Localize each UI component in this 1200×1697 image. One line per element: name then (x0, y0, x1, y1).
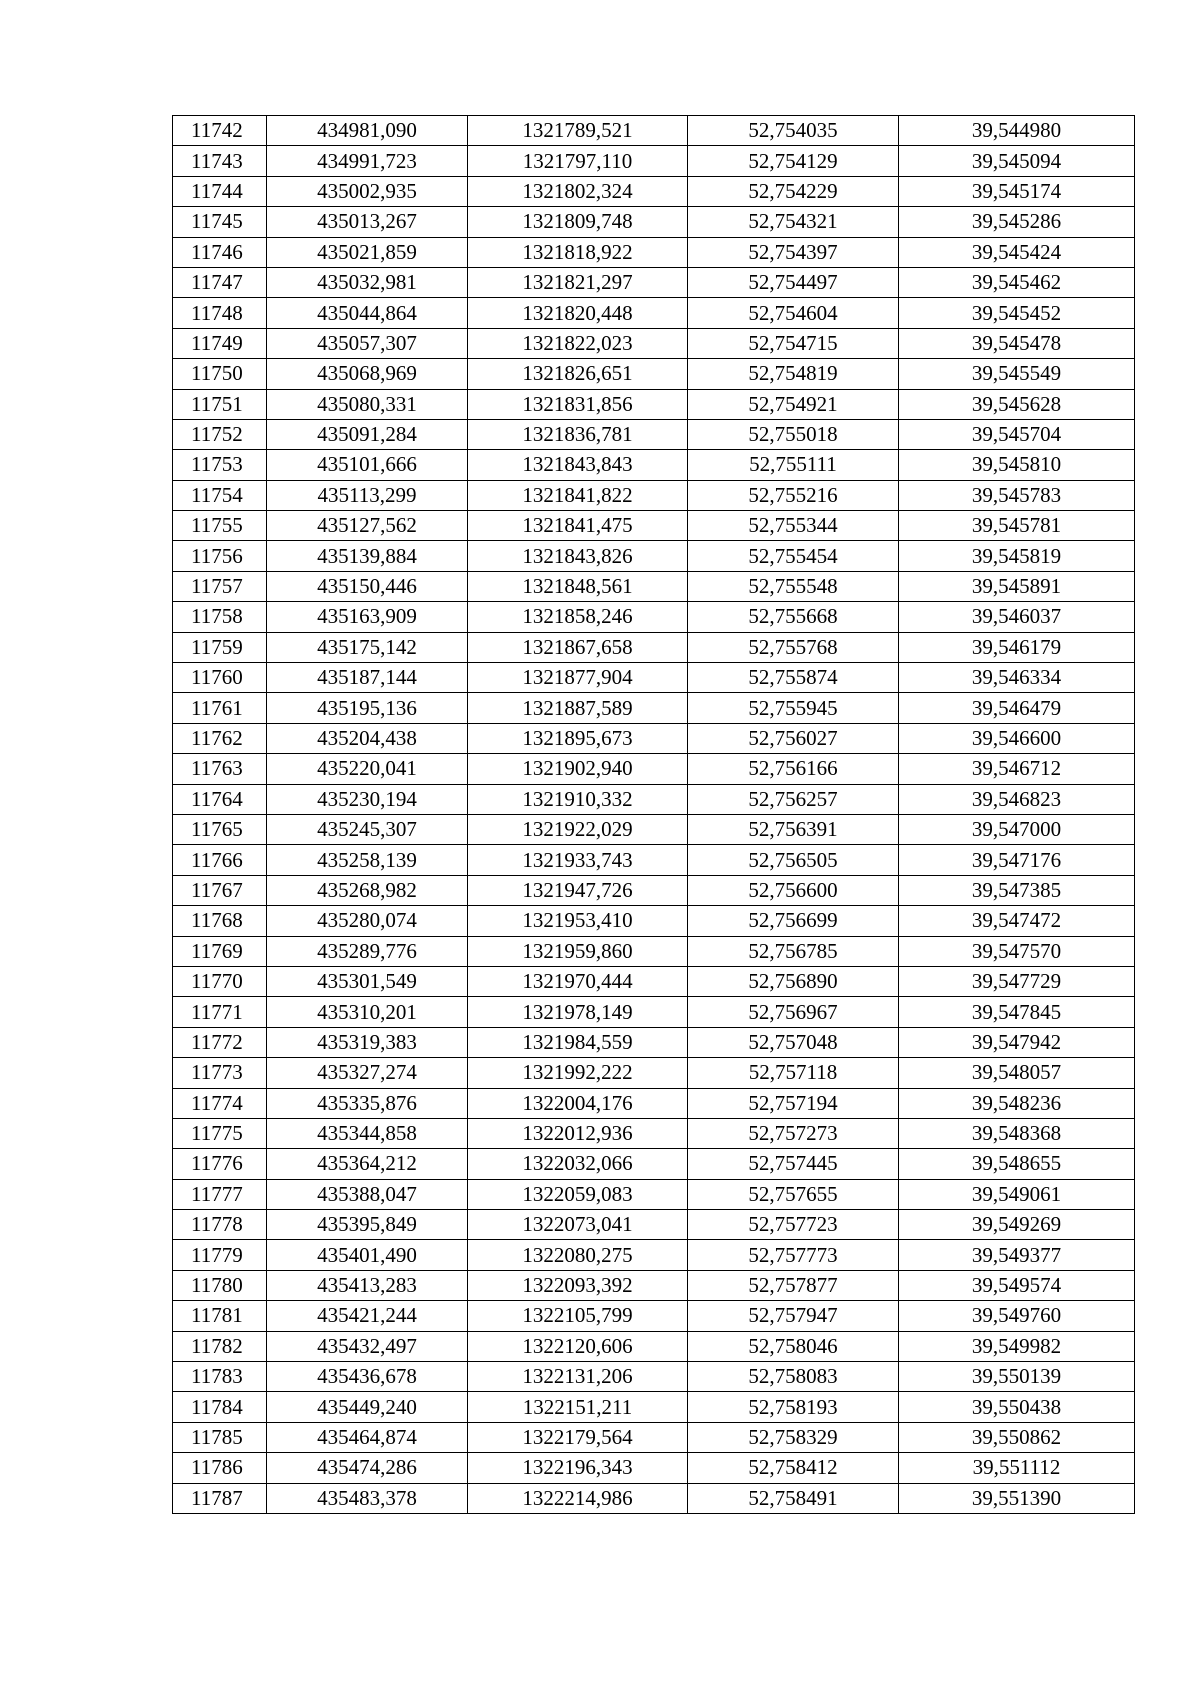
point-number-cell: 11785 (173, 1422, 267, 1452)
point-number-cell: 11781 (173, 1301, 267, 1331)
y-coordinate-cell: 1321841,822 (468, 480, 688, 510)
point-number-cell: 11752 (173, 419, 267, 449)
point-number-cell: 11774 (173, 1088, 267, 1118)
latitude-cell: 52,758329 (688, 1422, 899, 1452)
point-number-cell: 11778 (173, 1210, 267, 1240)
y-coordinate-cell: 1321797,110 (468, 146, 688, 176)
y-coordinate-cell: 1321809,748 (468, 207, 688, 237)
latitude-cell: 52,755668 (688, 602, 899, 632)
point-number-cell: 11770 (173, 966, 267, 996)
y-coordinate-cell: 1322004,176 (468, 1088, 688, 1118)
latitude-cell: 52,755216 (688, 480, 899, 510)
table-row (173, 723, 1135, 753)
longitude-cell: 39,547385 (899, 875, 1135, 905)
latitude-cell: 52,756391 (688, 814, 899, 844)
y-coordinate-cell: 1322179,564 (468, 1422, 688, 1452)
latitude-cell: 52,755454 (688, 541, 899, 571)
x-coordinate-cell: 435310,201 (267, 997, 468, 1027)
longitude-cell: 39,545424 (899, 237, 1135, 267)
y-coordinate-cell: 1321818,922 (468, 237, 688, 267)
latitude-cell: 52,756505 (688, 845, 899, 875)
latitude-cell: 52,755874 (688, 663, 899, 693)
y-coordinate-cell: 1322120,606 (468, 1331, 688, 1361)
longitude-cell: 39,549269 (899, 1210, 1135, 1240)
x-coordinate-cell: 435319,383 (267, 1027, 468, 1057)
latitude-cell: 52,757118 (688, 1058, 899, 1088)
y-coordinate-cell: 1322214,986 (468, 1483, 688, 1513)
x-coordinate-cell: 435187,144 (267, 663, 468, 693)
point-number-cell: 11754 (173, 480, 267, 510)
point-number-cell: 11758 (173, 602, 267, 632)
longitude-cell: 39,546712 (899, 754, 1135, 784)
longitude-cell: 39,545781 (899, 511, 1135, 541)
x-coordinate-cell: 435013,267 (267, 207, 468, 237)
x-coordinate-cell: 435139,884 (267, 541, 468, 571)
latitude-cell: 52,757877 (688, 1270, 899, 1300)
y-coordinate-cell: 1321802,324 (468, 176, 688, 206)
y-coordinate-cell: 1321831,856 (468, 389, 688, 419)
longitude-cell: 39,546600 (899, 723, 1135, 753)
y-coordinate-cell: 1321848,561 (468, 571, 688, 601)
latitude-cell: 52,754129 (688, 146, 899, 176)
latitude-cell: 52,757445 (688, 1149, 899, 1179)
longitude-cell: 39,545286 (899, 207, 1135, 237)
longitude-cell: 39,545549 (899, 359, 1135, 389)
y-coordinate-cell: 1321789,521 (468, 116, 688, 146)
longitude-cell: 39,549574 (899, 1270, 1135, 1300)
longitude-cell: 39,547845 (899, 997, 1135, 1027)
x-coordinate-cell: 435204,438 (267, 723, 468, 753)
table-row (173, 663, 1135, 693)
point-number-cell: 11751 (173, 389, 267, 419)
longitude-cell: 39,547472 (899, 906, 1135, 936)
table-row (173, 1270, 1135, 1300)
longitude-cell: 39,547176 (899, 845, 1135, 875)
latitude-cell: 52,754604 (688, 298, 899, 328)
x-coordinate-cell: 435483,378 (267, 1483, 468, 1513)
longitude-cell: 39,549982 (899, 1331, 1135, 1361)
latitude-cell: 52,757048 (688, 1027, 899, 1057)
table-row (173, 480, 1135, 510)
longitude-cell: 39,545462 (899, 267, 1135, 297)
table-row (173, 298, 1135, 328)
x-coordinate-cell: 435002,935 (267, 176, 468, 206)
point-number-cell: 11757 (173, 571, 267, 601)
y-coordinate-cell: 1321910,332 (468, 784, 688, 814)
table-row (173, 267, 1135, 297)
latitude-cell: 52,755548 (688, 571, 899, 601)
x-coordinate-cell: 435301,549 (267, 966, 468, 996)
point-number-cell: 11786 (173, 1453, 267, 1483)
point-number-cell: 11763 (173, 754, 267, 784)
x-coordinate-cell: 435091,284 (267, 419, 468, 449)
longitude-cell: 39,549061 (899, 1179, 1135, 1209)
latitude-cell: 52,754035 (688, 116, 899, 146)
point-number-cell: 11742 (173, 116, 267, 146)
latitude-cell: 52,756257 (688, 784, 899, 814)
table-row (173, 1118, 1135, 1148)
y-coordinate-cell: 1321822,023 (468, 328, 688, 358)
latitude-cell: 52,757194 (688, 1088, 899, 1118)
latitude-cell: 52,755111 (688, 450, 899, 480)
table-row (173, 541, 1135, 571)
latitude-cell: 52,756890 (688, 966, 899, 996)
point-number-cell: 11743 (173, 146, 267, 176)
point-number-cell: 11761 (173, 693, 267, 723)
y-coordinate-cell: 1321953,410 (468, 906, 688, 936)
latitude-cell: 52,755768 (688, 632, 899, 662)
point-number-cell: 11784 (173, 1392, 267, 1422)
table-row (173, 875, 1135, 905)
longitude-cell: 39,545891 (899, 571, 1135, 601)
latitude-cell: 52,756166 (688, 754, 899, 784)
x-coordinate-cell: 435230,194 (267, 784, 468, 814)
x-coordinate-cell: 435280,074 (267, 906, 468, 936)
x-coordinate-cell: 435327,274 (267, 1058, 468, 1088)
latitude-cell: 52,758491 (688, 1483, 899, 1513)
table-row (173, 906, 1135, 936)
longitude-cell: 39,546037 (899, 602, 1135, 632)
coordinates-table-body (173, 116, 1135, 1514)
point-number-cell: 11782 (173, 1331, 267, 1361)
latitude-cell: 52,755018 (688, 419, 899, 449)
y-coordinate-cell: 1322093,392 (468, 1270, 688, 1300)
x-coordinate-cell: 435421,244 (267, 1301, 468, 1331)
point-number-cell: 11780 (173, 1270, 267, 1300)
table-row (173, 1483, 1135, 1513)
point-number-cell: 11787 (173, 1483, 267, 1513)
latitude-cell: 52,757723 (688, 1210, 899, 1240)
longitude-cell: 39,550862 (899, 1422, 1135, 1452)
table-row (173, 389, 1135, 419)
table-row (173, 1179, 1135, 1209)
x-coordinate-cell: 435068,969 (267, 359, 468, 389)
point-number-cell: 11762 (173, 723, 267, 753)
x-coordinate-cell: 435289,776 (267, 936, 468, 966)
point-number-cell: 11755 (173, 511, 267, 541)
point-number-cell: 11747 (173, 267, 267, 297)
x-coordinate-cell: 435057,307 (267, 328, 468, 358)
point-number-cell: 11759 (173, 632, 267, 662)
point-number-cell: 11768 (173, 906, 267, 936)
table-row (173, 1392, 1135, 1422)
longitude-cell: 39,547570 (899, 936, 1135, 966)
table-row (173, 1088, 1135, 1118)
x-coordinate-cell: 435268,982 (267, 875, 468, 905)
y-coordinate-cell: 1321841,475 (468, 511, 688, 541)
table-row (173, 146, 1135, 176)
x-coordinate-cell: 435163,909 (267, 602, 468, 632)
y-coordinate-cell: 1321858,246 (468, 602, 688, 632)
table-row (173, 1301, 1135, 1331)
latitude-cell: 52,758193 (688, 1392, 899, 1422)
x-coordinate-cell: 435464,874 (267, 1422, 468, 1452)
y-coordinate-cell: 1321992,222 (468, 1058, 688, 1088)
y-coordinate-cell: 1321877,904 (468, 663, 688, 693)
x-coordinate-cell: 435395,849 (267, 1210, 468, 1240)
latitude-cell: 52,757947 (688, 1301, 899, 1331)
y-coordinate-cell: 1321867,658 (468, 632, 688, 662)
longitude-cell: 39,544980 (899, 116, 1135, 146)
latitude-cell: 52,754321 (688, 207, 899, 237)
longitude-cell: 39,548655 (899, 1149, 1135, 1179)
table-row (173, 1210, 1135, 1240)
longitude-cell: 39,551112 (899, 1453, 1135, 1483)
y-coordinate-cell: 1322059,083 (468, 1179, 688, 1209)
x-coordinate-cell: 435101,666 (267, 450, 468, 480)
table-row (173, 359, 1135, 389)
y-coordinate-cell: 1321821,297 (468, 267, 688, 297)
table-row (173, 1362, 1135, 1392)
y-coordinate-cell: 1321820,448 (468, 298, 688, 328)
latitude-cell: 52,757655 (688, 1179, 899, 1209)
longitude-cell: 39,550438 (899, 1392, 1135, 1422)
table-row (173, 237, 1135, 267)
longitude-cell: 39,547942 (899, 1027, 1135, 1057)
x-coordinate-cell: 435388,047 (267, 1179, 468, 1209)
point-number-cell: 11765 (173, 814, 267, 844)
point-number-cell: 11776 (173, 1149, 267, 1179)
y-coordinate-cell: 1321933,743 (468, 845, 688, 875)
table-row (173, 693, 1135, 723)
y-coordinate-cell: 1321978,149 (468, 997, 688, 1027)
x-coordinate-cell: 435080,331 (267, 389, 468, 419)
longitude-cell: 39,545452 (899, 298, 1135, 328)
table-row (173, 1422, 1135, 1452)
point-number-cell: 11744 (173, 176, 267, 206)
table-row (173, 845, 1135, 875)
x-coordinate-cell: 435436,678 (267, 1362, 468, 1392)
longitude-cell: 39,546334 (899, 663, 1135, 693)
y-coordinate-cell: 1322073,041 (468, 1210, 688, 1240)
table-row (173, 1331, 1135, 1361)
longitude-cell: 39,550139 (899, 1362, 1135, 1392)
x-coordinate-cell: 435474,286 (267, 1453, 468, 1483)
x-coordinate-cell: 435044,864 (267, 298, 468, 328)
table-row (173, 602, 1135, 632)
table-row (173, 450, 1135, 480)
point-number-cell: 11771 (173, 997, 267, 1027)
x-coordinate-cell: 435258,139 (267, 845, 468, 875)
x-coordinate-cell: 435220,041 (267, 754, 468, 784)
point-number-cell: 11775 (173, 1118, 267, 1148)
x-coordinate-cell: 435245,307 (267, 814, 468, 844)
x-coordinate-cell: 435150,446 (267, 571, 468, 601)
latitude-cell: 52,754229 (688, 176, 899, 206)
x-coordinate-cell: 435344,858 (267, 1118, 468, 1148)
longitude-cell: 39,548236 (899, 1088, 1135, 1118)
y-coordinate-cell: 1321902,940 (468, 754, 688, 784)
longitude-cell: 39,545783 (899, 480, 1135, 510)
y-coordinate-cell: 1321959,860 (468, 936, 688, 966)
table-row (173, 328, 1135, 358)
y-coordinate-cell: 1321895,673 (468, 723, 688, 753)
latitude-cell: 52,756699 (688, 906, 899, 936)
latitude-cell: 52,756600 (688, 875, 899, 905)
y-coordinate-cell: 1322105,799 (468, 1301, 688, 1331)
latitude-cell: 52,754397 (688, 237, 899, 267)
table-row (173, 936, 1135, 966)
table-row (173, 814, 1135, 844)
table-row (173, 1058, 1135, 1088)
latitude-cell: 52,757773 (688, 1240, 899, 1270)
latitude-cell: 52,758412 (688, 1453, 899, 1483)
point-number-cell: 11750 (173, 359, 267, 389)
latitude-cell: 52,754497 (688, 267, 899, 297)
latitude-cell: 52,755945 (688, 693, 899, 723)
x-coordinate-cell: 434991,723 (267, 146, 468, 176)
y-coordinate-cell: 1322032,066 (468, 1149, 688, 1179)
point-number-cell: 11772 (173, 1027, 267, 1057)
longitude-cell: 39,548368 (899, 1118, 1135, 1148)
y-coordinate-cell: 1322012,936 (468, 1118, 688, 1148)
longitude-cell: 39,545704 (899, 419, 1135, 449)
x-coordinate-cell: 435113,299 (267, 480, 468, 510)
latitude-cell: 52,758083 (688, 1362, 899, 1392)
x-coordinate-cell: 435032,981 (267, 267, 468, 297)
x-coordinate-cell: 435413,283 (267, 1270, 468, 1300)
longitude-cell: 39,548057 (899, 1058, 1135, 1088)
y-coordinate-cell: 1321970,444 (468, 966, 688, 996)
table-row (173, 1149, 1135, 1179)
y-coordinate-cell: 1322151,211 (468, 1392, 688, 1422)
y-coordinate-cell: 1321843,826 (468, 541, 688, 571)
y-coordinate-cell: 1321887,589 (468, 693, 688, 723)
table-row (173, 997, 1135, 1027)
latitude-cell: 52,756785 (688, 936, 899, 966)
longitude-cell: 39,546479 (899, 693, 1135, 723)
x-coordinate-cell: 435364,212 (267, 1149, 468, 1179)
point-number-cell: 11749 (173, 328, 267, 358)
table-row (173, 632, 1135, 662)
longitude-cell: 39,545628 (899, 389, 1135, 419)
point-number-cell: 11777 (173, 1179, 267, 1209)
latitude-cell: 52,757273 (688, 1118, 899, 1148)
point-number-cell: 11764 (173, 784, 267, 814)
table-row (173, 207, 1135, 237)
point-number-cell: 11746 (173, 237, 267, 267)
table-row (173, 116, 1135, 146)
table-row (173, 784, 1135, 814)
coordinates-table (172, 115, 1135, 1514)
latitude-cell: 52,754819 (688, 359, 899, 389)
longitude-cell: 39,545819 (899, 541, 1135, 571)
point-number-cell: 11767 (173, 875, 267, 905)
y-coordinate-cell: 1321984,559 (468, 1027, 688, 1057)
y-coordinate-cell: 1322080,275 (468, 1240, 688, 1270)
longitude-cell: 39,545810 (899, 450, 1135, 480)
point-number-cell: 11773 (173, 1058, 267, 1088)
table-row (173, 754, 1135, 784)
table-row (173, 571, 1135, 601)
longitude-cell: 39,549377 (899, 1240, 1135, 1270)
longitude-cell: 39,545174 (899, 176, 1135, 206)
latitude-cell: 52,758046 (688, 1331, 899, 1361)
y-coordinate-cell: 1321826,651 (468, 359, 688, 389)
latitude-cell: 52,755344 (688, 511, 899, 541)
x-coordinate-cell: 435195,136 (267, 693, 468, 723)
table-row (173, 966, 1135, 996)
point-number-cell: 11753 (173, 450, 267, 480)
x-coordinate-cell: 435432,497 (267, 1331, 468, 1361)
x-coordinate-cell: 435335,876 (267, 1088, 468, 1118)
point-number-cell: 11745 (173, 207, 267, 237)
table-row (173, 176, 1135, 206)
longitude-cell: 39,545478 (899, 328, 1135, 358)
table-row (173, 1453, 1135, 1483)
table-row (173, 1240, 1135, 1270)
latitude-cell: 52,754921 (688, 389, 899, 419)
longitude-cell: 39,546823 (899, 784, 1135, 814)
point-number-cell: 11748 (173, 298, 267, 328)
table-row (173, 1027, 1135, 1057)
y-coordinate-cell: 1322131,206 (468, 1362, 688, 1392)
longitude-cell: 39,551390 (899, 1483, 1135, 1513)
y-coordinate-cell: 1321843,843 (468, 450, 688, 480)
longitude-cell: 39,549760 (899, 1301, 1135, 1331)
table-row (173, 419, 1135, 449)
point-number-cell: 11769 (173, 936, 267, 966)
longitude-cell: 39,547729 (899, 966, 1135, 996)
longitude-cell: 39,546179 (899, 632, 1135, 662)
x-coordinate-cell: 435021,859 (267, 237, 468, 267)
y-coordinate-cell: 1321836,781 (468, 419, 688, 449)
x-coordinate-cell: 435401,490 (267, 1240, 468, 1270)
longitude-cell: 39,545094 (899, 146, 1135, 176)
point-number-cell: 11760 (173, 663, 267, 693)
table-row (173, 511, 1135, 541)
latitude-cell: 52,754715 (688, 328, 899, 358)
y-coordinate-cell: 1321922,029 (468, 814, 688, 844)
x-coordinate-cell: 435175,142 (267, 632, 468, 662)
x-coordinate-cell: 435449,240 (267, 1392, 468, 1422)
x-coordinate-cell: 435127,562 (267, 511, 468, 541)
y-coordinate-cell: 1322196,343 (468, 1453, 688, 1483)
latitude-cell: 52,756027 (688, 723, 899, 753)
point-number-cell: 11783 (173, 1362, 267, 1392)
y-coordinate-cell: 1321947,726 (468, 875, 688, 905)
point-number-cell: 11779 (173, 1240, 267, 1270)
point-number-cell: 11756 (173, 541, 267, 571)
x-coordinate-cell: 434981,090 (267, 116, 468, 146)
longitude-cell: 39,547000 (899, 814, 1135, 844)
point-number-cell: 11766 (173, 845, 267, 875)
latitude-cell: 52,756967 (688, 997, 899, 1027)
